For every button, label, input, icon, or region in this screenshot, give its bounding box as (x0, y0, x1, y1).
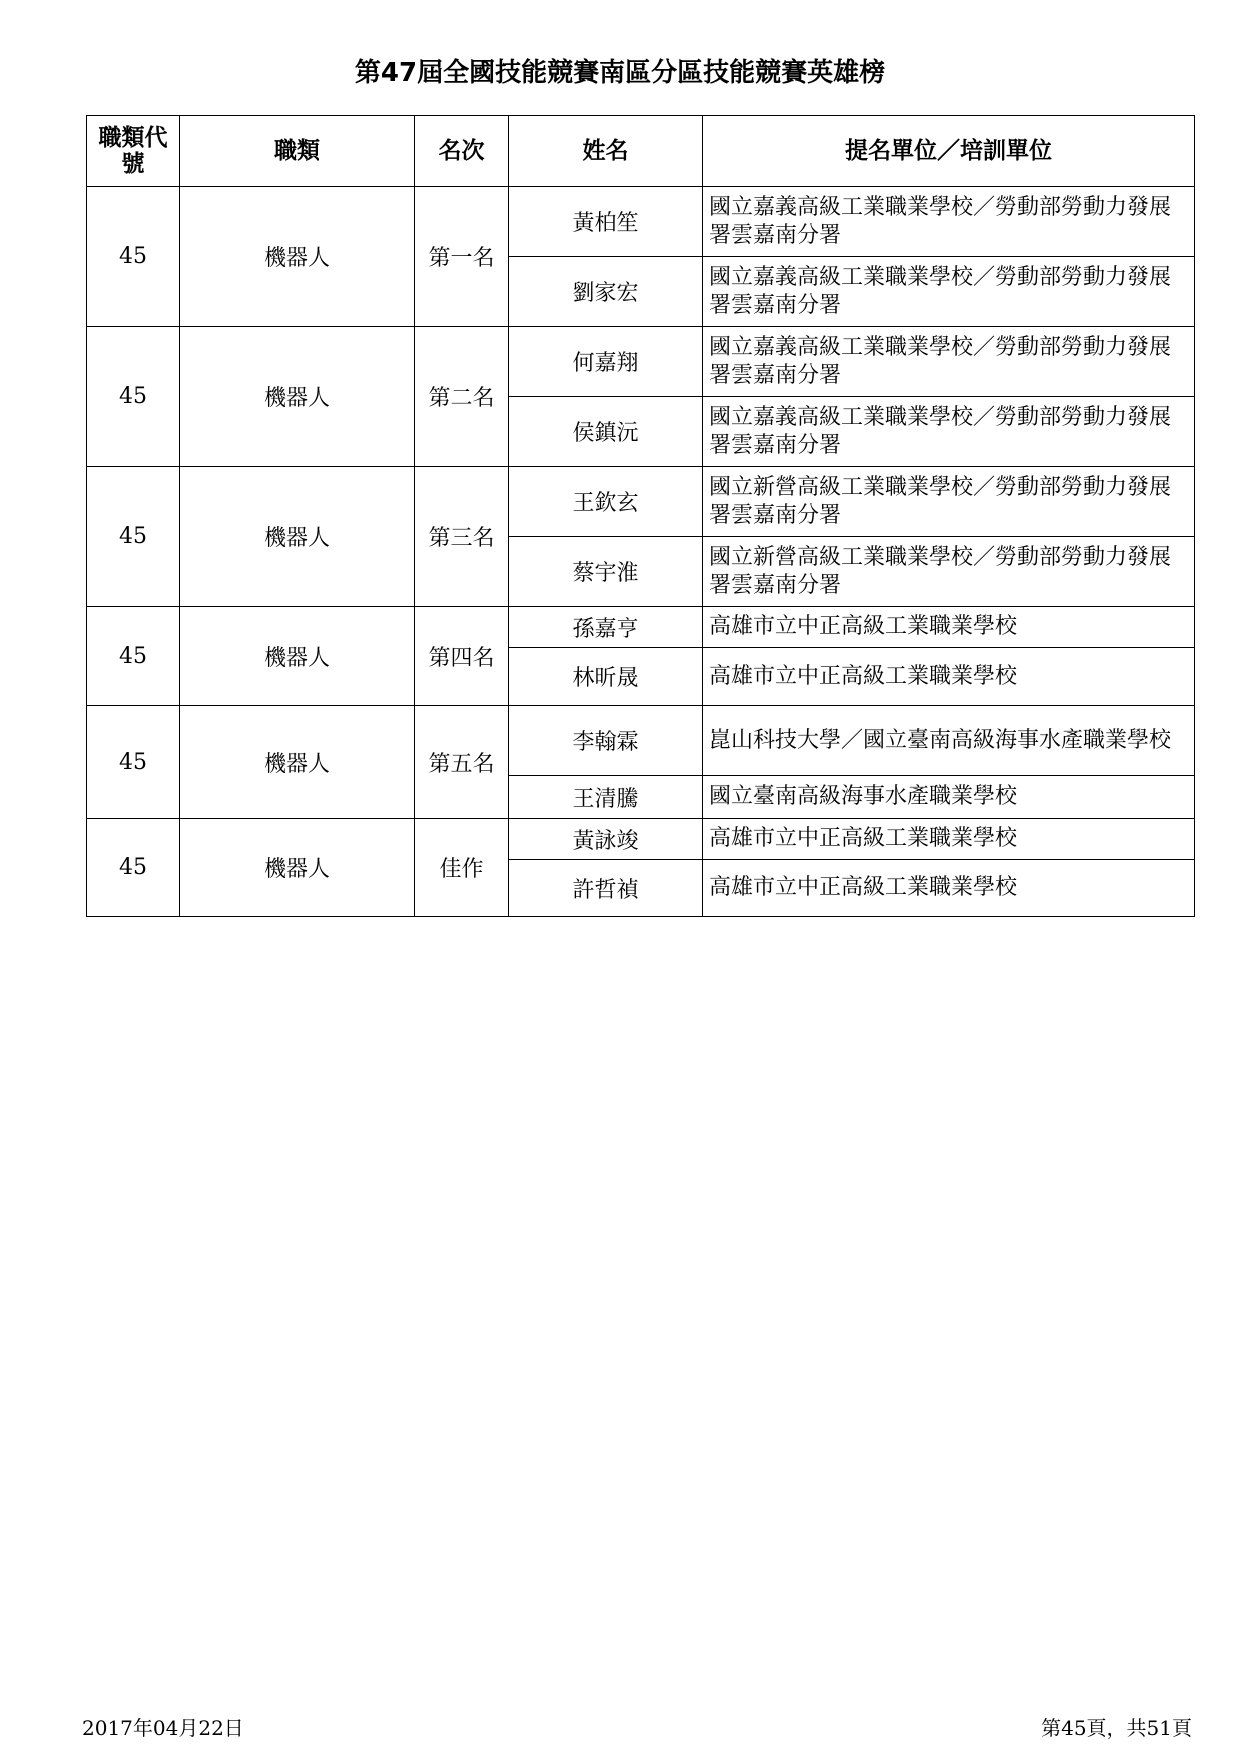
header-category: 職類 (180, 116, 415, 187)
name-cell: 孫嘉亨 (509, 607, 703, 648)
code-cell: 45 (87, 467, 180, 607)
results-table (86, 115, 1195, 917)
table-row (87, 819, 1195, 860)
name-cell: 林昕晟 (509, 648, 703, 706)
name-cell: 王清騰 (509, 776, 703, 819)
name-cell: 王欽玄 (509, 467, 703, 537)
unit-cell: 國立臺南高級海事水產職業學校 (703, 776, 1195, 819)
unit-cell: 國立新營高級工業職業學校／勞動部勞動力發展署雲嘉南分署 (703, 467, 1195, 537)
footer-page-number: 第45頁，共51頁 (1041, 1716, 1192, 1740)
category-cell: 機器人 (180, 327, 415, 467)
unit-cell: 國立嘉義高級工業職業學校／勞動部勞動力發展署雲嘉南分署 (703, 187, 1195, 257)
page-title: 第47屆全國技能競賽南區分區技能競賽英雄榜 (354, 58, 886, 88)
rank-cell: 第五名 (415, 706, 509, 819)
name-cell: 侯鎮沅 (509, 397, 703, 467)
table-row (87, 327, 1195, 397)
code-cell: 45 (87, 327, 180, 467)
rank-cell: 第一名 (415, 187, 509, 327)
code-cell: 45 (87, 706, 180, 819)
unit-cell: 高雄市立中正高級工業職業學校 (703, 648, 1195, 706)
unit-cell: 國立嘉義高級工業職業學校／勞動部勞動力發展署雲嘉南分署 (703, 327, 1195, 397)
unit-cell: 國立新營高級工業職業學校／勞動部勞動力發展署雲嘉南分署 (703, 537, 1195, 607)
table-header-row (87, 116, 1195, 187)
unit-cell: 國立嘉義高級工業職業學校／勞動部勞動力發展署雲嘉南分署 (703, 257, 1195, 327)
table-row (87, 607, 1195, 648)
code-cell: 45 (87, 607, 180, 706)
footer-date: 2017年04月22日 (82, 1716, 244, 1740)
name-cell: 劉家宏 (509, 257, 703, 327)
header-rank: 名次 (415, 116, 509, 187)
table-row (87, 187, 1195, 257)
name-cell: 何嘉翔 (509, 327, 703, 397)
rank-cell: 佳作 (415, 819, 509, 917)
table-row (87, 467, 1195, 537)
name-cell: 許哲禎 (509, 860, 703, 917)
header-name: 姓名 (509, 116, 703, 187)
unit-cell: 高雄市立中正高級工業職業學校 (703, 819, 1195, 860)
unit-cell: 高雄市立中正高級工業職業學校 (703, 860, 1195, 917)
code-cell: 45 (87, 187, 180, 327)
rank-cell: 第三名 (415, 467, 509, 607)
name-cell: 黃詠竣 (509, 819, 703, 860)
unit-cell: 國立嘉義高級工業職業學校／勞動部勞動力發展署雲嘉南分署 (703, 397, 1195, 467)
unit-cell: 高雄市立中正高級工業職業學校 (703, 607, 1195, 648)
header-code: 職類代號 (87, 116, 180, 187)
unit-cell: 崑山科技大學／國立臺南高級海事水產職業學校 (703, 706, 1195, 776)
table-row (87, 706, 1195, 776)
header-unit: 提名單位／培訓單位 (703, 116, 1195, 187)
category-cell: 機器人 (180, 819, 415, 917)
category-cell: 機器人 (180, 607, 415, 706)
name-cell: 蔡宇淮 (509, 537, 703, 607)
rank-cell: 第二名 (415, 327, 509, 467)
category-cell: 機器人 (180, 187, 415, 327)
code-cell: 45 (87, 819, 180, 917)
name-cell: 黃柏笙 (509, 187, 703, 257)
category-cell: 機器人 (180, 706, 415, 819)
category-cell: 機器人 (180, 467, 415, 607)
rank-cell: 第四名 (415, 607, 509, 706)
name-cell: 李翰霖 (509, 706, 703, 776)
